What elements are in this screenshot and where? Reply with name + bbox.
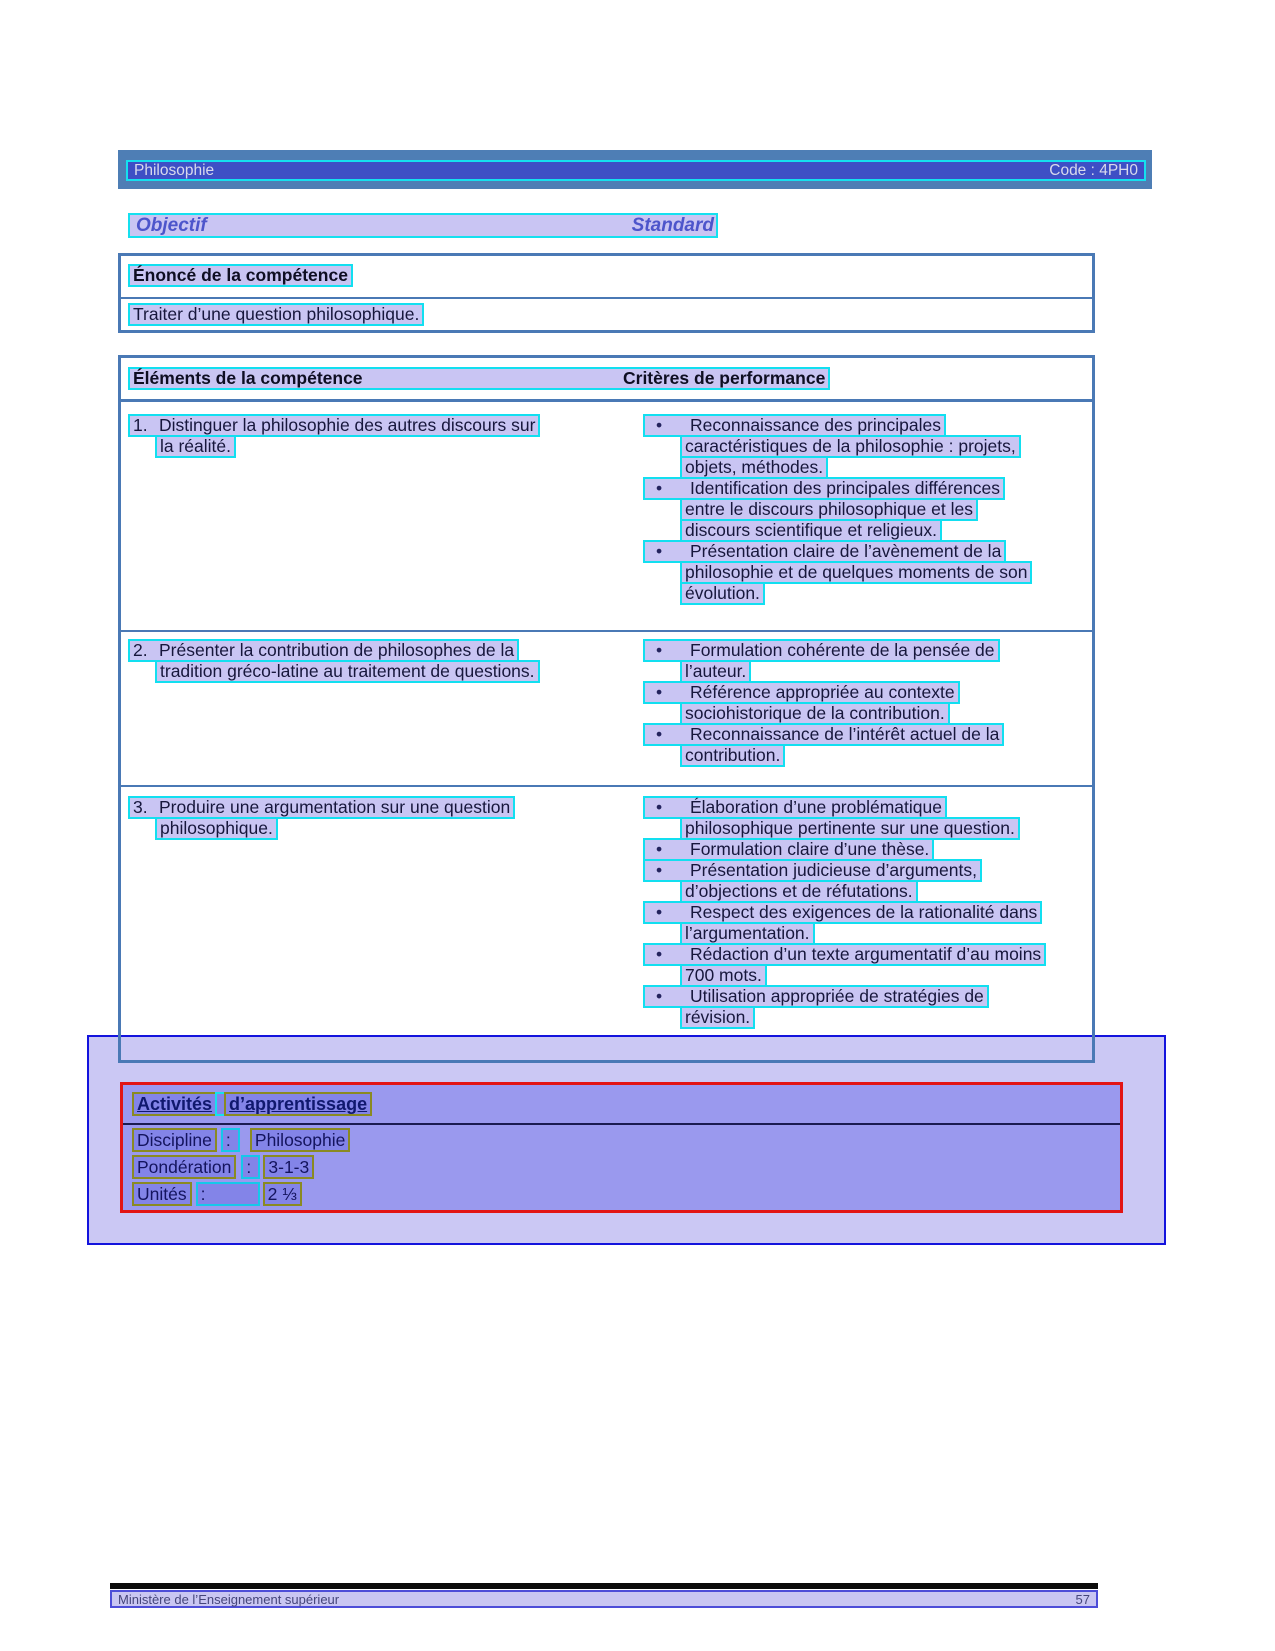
table-header-row [121, 358, 1092, 402]
bullet-icon: • [656, 797, 663, 817]
criteria-line: objets, méthodes. [680, 456, 828, 479]
element-text: Distinguer la philosophie des autres discours sur [159, 415, 536, 435]
criteria-item [643, 901, 1092, 945]
criteria-item [643, 477, 1092, 542]
enonce-box [118, 253, 1095, 333]
element-line [128, 796, 515, 819]
field-value: 2 ⅓ [263, 1182, 302, 1206]
criteria-item [643, 639, 1092, 683]
element-line: la réalité. [155, 435, 236, 458]
criteria-line [643, 540, 1006, 563]
criteria-line: philosophie et de quelques moments de son [680, 561, 1032, 584]
criteria-text: Identification des principales différences [690, 478, 1001, 498]
criteria-text: Rédaction d’un texte argumentatif d’au moins [690, 944, 1042, 964]
item-number: 2. [133, 640, 148, 660]
criteria-line: philosophique pertinente sur une question. [680, 817, 1020, 840]
bullet-icon: • [656, 724, 663, 744]
criteria-text: Présentation claire de l’avènement de la [690, 541, 1002, 561]
bullet-icon: • [656, 986, 663, 1006]
criteria-line [643, 838, 934, 861]
enonce-body-row [121, 299, 1092, 326]
bullet-icon: • [656, 478, 663, 498]
criteria-text: Respect des exigences de la rationalité dans [690, 902, 1038, 922]
item-number: 3. [133, 797, 148, 817]
activites-heading-word: Activités [132, 1092, 217, 1116]
bullet-icon: • [656, 682, 663, 702]
bullet-icon: • [656, 839, 663, 859]
criteria-item [643, 985, 1092, 1029]
criteria-item [643, 838, 1092, 861]
criteria-item [643, 859, 1092, 903]
criteria-line [643, 796, 947, 819]
criteria-cell [626, 641, 1092, 785]
field-value: Philosophie [250, 1128, 350, 1152]
criteria-text: Reconnaissance de l’intérêt actuel de la [690, 724, 1000, 744]
criteria-line [643, 901, 1042, 924]
criteria-item [643, 414, 1092, 479]
field-label: Discipline [132, 1128, 217, 1152]
objectif-label: Objectif [136, 214, 207, 236]
criteria-text: Référence appropriée au contexte [690, 682, 955, 702]
doc-title: Philosophie [134, 161, 215, 179]
activites-box [120, 1082, 1123, 1213]
criteria-text: Élaboration d’une problématique [690, 797, 942, 817]
field-discipline [132, 1128, 1120, 1152]
field-colon: : [221, 1128, 240, 1152]
standard-label: Standard [631, 214, 714, 236]
element-cell [121, 641, 626, 785]
field-label: Pondération [132, 1155, 236, 1179]
criteria-item [643, 723, 1092, 767]
criteria-line [643, 943, 1046, 966]
bullet-icon: • [656, 902, 663, 922]
bullet-icon: • [656, 640, 663, 660]
criteria-line [643, 414, 946, 437]
criteria-line [643, 639, 1000, 662]
criteria-line [643, 477, 1005, 500]
criteria-line: entre le discours philosophique et les [680, 498, 978, 521]
enonce-body-text: Traiter d’une question philosophique. [128, 303, 424, 326]
criteria-line: l’auteur. [680, 660, 751, 683]
criteria-line: discours scientifique et religieux. [680, 519, 942, 542]
criteria-text: Formulation cohérente de la pensée de [690, 640, 995, 660]
objectif-standard-row [128, 213, 718, 238]
enonce-heading: Énoncé de la compétence [128, 264, 353, 287]
doc-code: Code : 4PH0 [1049, 161, 1138, 179]
criteria-line [643, 723, 1004, 746]
table-row [121, 630, 1092, 785]
table-header-highlight [128, 367, 830, 390]
col2-header: Critères de performance [623, 368, 826, 388]
competence-table [118, 355, 1095, 1063]
element-cell [121, 798, 626, 1060]
bullet-icon: • [656, 860, 663, 880]
bullet-icon: • [656, 415, 663, 435]
criteria-line: l’argumentation. [680, 922, 815, 945]
footer-rule [110, 1583, 1098, 1589]
criteria-item [643, 540, 1092, 605]
enonce-heading-row [121, 256, 1092, 299]
criteria-line: 700 mots. [680, 964, 767, 987]
field-ponderation [132, 1155, 1120, 1179]
criteria-line: caractéristiques de la philosophie : projets, [680, 435, 1021, 458]
element-line [128, 414, 540, 437]
criteria-text: Formulation claire d’une thèse. [690, 839, 930, 859]
table-row [121, 402, 1092, 630]
criteria-text: Présentation judicieuse d’arguments, [690, 860, 977, 880]
criteria-line: évolution. [680, 582, 765, 605]
criteria-text: Reconnaissance des principales [690, 415, 941, 435]
criteria-line [643, 985, 989, 1008]
field-value: 3-1-3 [263, 1155, 314, 1179]
field-unites [132, 1182, 1120, 1206]
table-row [121, 785, 1092, 1060]
criteria-cell [626, 798, 1092, 1060]
page-header-highlight [126, 160, 1146, 181]
criteria-item [643, 681, 1092, 725]
footer-ministry-text: Ministère de l’Enseignement supérieur [118, 1591, 340, 1607]
element-line: tradition gréco-latine au traitement de questions. [155, 660, 540, 683]
criteria-item [643, 796, 1092, 840]
footer [110, 1590, 1098, 1608]
element-text: Produire une argumentation sur une question [159, 797, 511, 817]
criteria-line: d’objections et de réfutations. [680, 880, 918, 903]
criteria-line [643, 859, 982, 882]
element-line: philosophique. [155, 817, 278, 840]
item-number: 1. [133, 415, 148, 435]
element-line [128, 639, 519, 662]
criteria-cell [626, 416, 1092, 630]
field-colon: : [196, 1182, 260, 1206]
activites-heading-row [123, 1085, 1120, 1123]
criteria-line: révision. [680, 1006, 755, 1029]
page-header-band [118, 150, 1152, 189]
col1-header: Éléments de la compétence [133, 368, 363, 388]
footer-page-number: 57 [1075, 1591, 1090, 1607]
field-colon: : [241, 1155, 260, 1179]
field-label: Unités [132, 1182, 192, 1206]
criteria-line: contribution. [680, 744, 785, 767]
criteria-text: Utilisation appropriée de stratégies de [690, 986, 984, 1006]
element-cell [121, 416, 626, 630]
element-text: Présenter la contribution de philosophes de la [159, 640, 515, 660]
criteria-item [643, 943, 1092, 987]
activites-divider [123, 1123, 1120, 1125]
bullet-icon: • [656, 944, 663, 964]
criteria-line: sociohistorique de la contribution. [680, 702, 950, 725]
activites-heading-word: d’apprentissage [224, 1092, 372, 1116]
criteria-line [643, 681, 960, 704]
bullet-icon: • [656, 541, 663, 561]
